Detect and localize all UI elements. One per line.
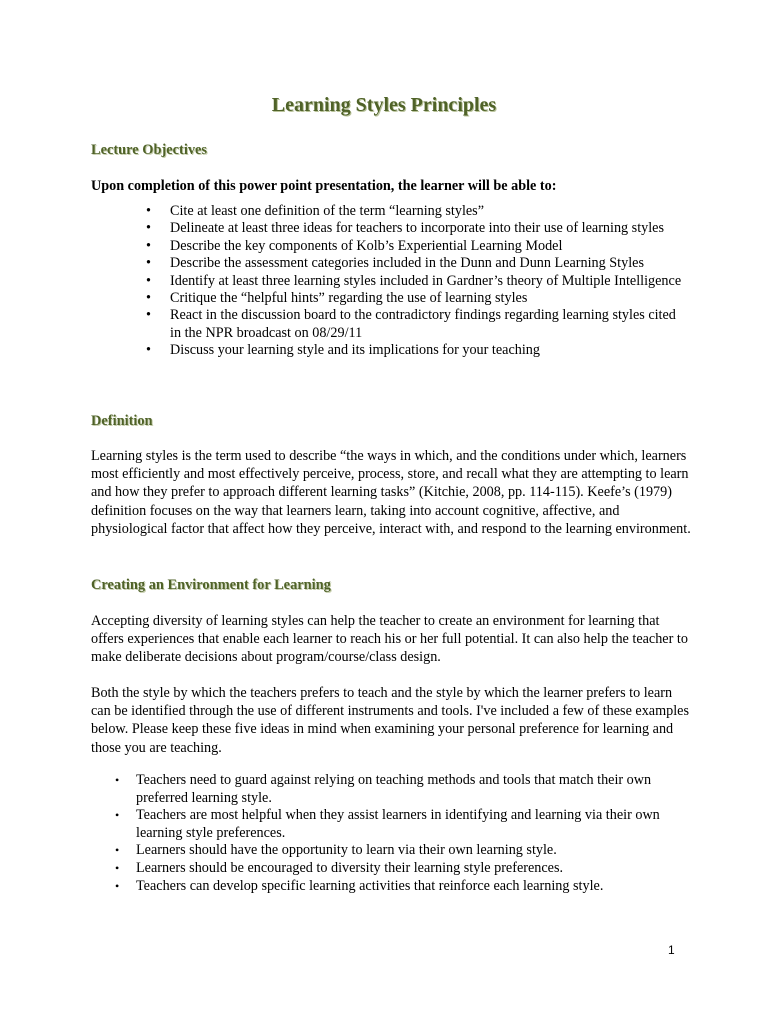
hint-item: • Learners should have the opportunity to learn via their own learning style. [112, 842, 672, 860]
objective-item: • React in the discussion board to the contradictory findings regarding learning styles cited in the NPR broadcast on 08/29/11 [146, 307, 686, 342]
objective-item: • Delineate at least three ideas for teachers to incorporate into their use of learning styles [146, 220, 686, 237]
environment-heading: Creating an Environment for Learning [91, 577, 331, 593]
page-number: 1 [668, 943, 675, 957]
objectives-intro: Upon completion of this power point presentation, the learner will be able to: [91, 178, 557, 194]
hint-item: • Learners should be encouraged to diversity their learning style preferences. [112, 860, 672, 878]
objective-item: • Discuss your learning style and its implications for your teaching [146, 342, 686, 359]
hints-list [112, 772, 672, 895]
hint-item: • Teachers can develop specific learning activities that reinforce each learning style. [112, 878, 672, 896]
page-title: Learning Styles Principles [271, 94, 497, 116]
hint-item: • Teachers are most helpful when they assist learners in identifying and learning via their own learning style preferences. [112, 807, 672, 842]
objective-item: • Identify at least three learning styles included in Gardner’s theory of Multiple Intelligence [146, 273, 686, 290]
objectives-list [146, 203, 686, 360]
environment-paragraph-1: Accepting diversity of learning styles can help the teacher to create an environment for learning that offers experiences that enable each learner to reach his or her full potential. It can also help the teacher to make deliberate decisions about program/course/class design. [91, 613, 688, 666]
objectives-heading: Lecture Objectives [91, 142, 208, 158]
definition-paragraph: Learning styles is the term used to describe “the ways in which, and the conditions under which, learners most efficiently and most effectively perceive, process, store, and recall what they are attempting to learn and how they prefer to approach different learning tasks” (Kitchie, 2008, pp. 114-115). Keefe’s (1979) definition focuses on the way that learners learn, taking into account cognitive, affective, and physiological factor that affect how they perceive, interact with, and respond to the learning environment. [91, 448, 691, 537]
environment-paragraph-2: Both the style by which the teachers prefers to teach and the style by which the learner prefers to learn can be identified through the use of different instruments and tools. I've included a few of these examples below. Please keep these five ideas in mind when examining your personal preference for learning and those you are teaching. [91, 685, 689, 756]
hint-item: • Teachers need to guard against relying on teaching methods and tools that match their own preferred learning style. [112, 772, 672, 807]
objective-item: • Describe the key components of Kolb’s Experiential Learning Model [146, 238, 686, 255]
objective-item: • Cite at least one definition of the term “learning styles” [146, 203, 686, 220]
definition-heading: Definition [91, 413, 153, 429]
objective-item: • Describe the assessment categories included in the Dunn and Dunn Learning Styles [146, 255, 686, 272]
objective-item: • Critique the “helpful hints” regarding the use of learning styles [146, 290, 686, 307]
